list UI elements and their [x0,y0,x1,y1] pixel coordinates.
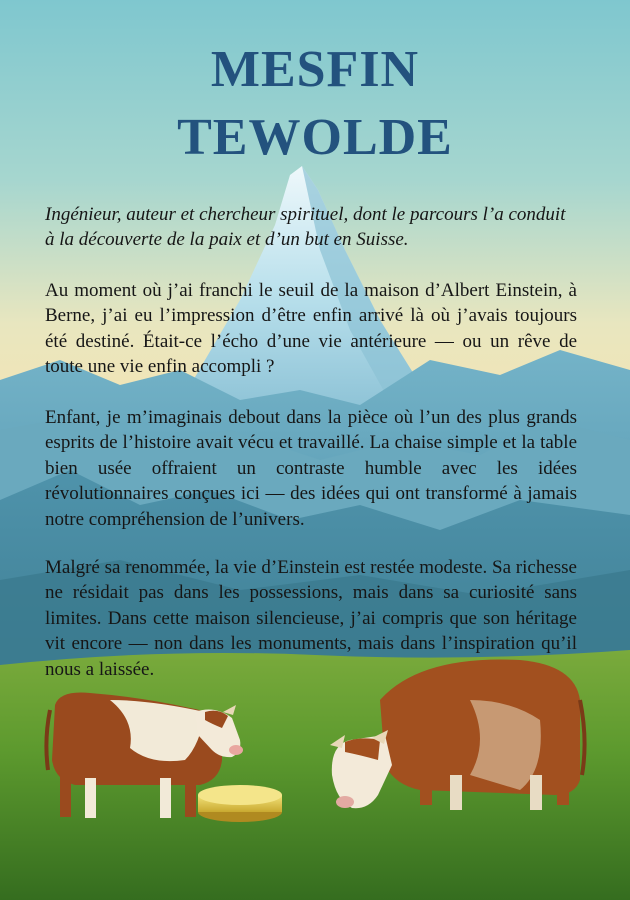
paragraph-einstein-house: Au moment où j’ai franchi le seuil de la maison d’Albert Einstein, à Berne, j’ai eu l’impression d’être enfin arrivé là où j’avais toujours été destiné. Était-ce l’écho d’une vie antérieure — ou un rêve de toute une vie enfin accompli ? [45,280,577,378]
paragraph-childhood: Enfant, je m’imaginais debout dans la pièce où l’un des plus grands esprits de l’histoire avait vécu et travaillé. La chaise simple et la table bien usée offraient un contraste humble avec les idées révolutionnaires conçues ici — des idées qui ont transformé à jamais notre compréhension de l’univers. [45,407,577,530]
paragraph-legacy: Malgré sa renommée, la vie d’Einstein est restée modeste. Sa richesse ne résidait pas dans les possessions, mais dans sa curiosité sans limites. Dans cette maison silencieuse, j’ai compris que son héritage vit encore — non dans les monuments, mais dans l’inspiration qu’il nous a laissée. [45,557,577,680]
author-first-name: MESFIN [210,41,420,98]
author-intro: Ingénieur, auteur et chercheur spirituel, dont le parcours l’a conduit à la découverte de la paix et d’un but en Suisse. [45,204,566,251]
author-last-name: TEWOLDE [177,109,453,166]
